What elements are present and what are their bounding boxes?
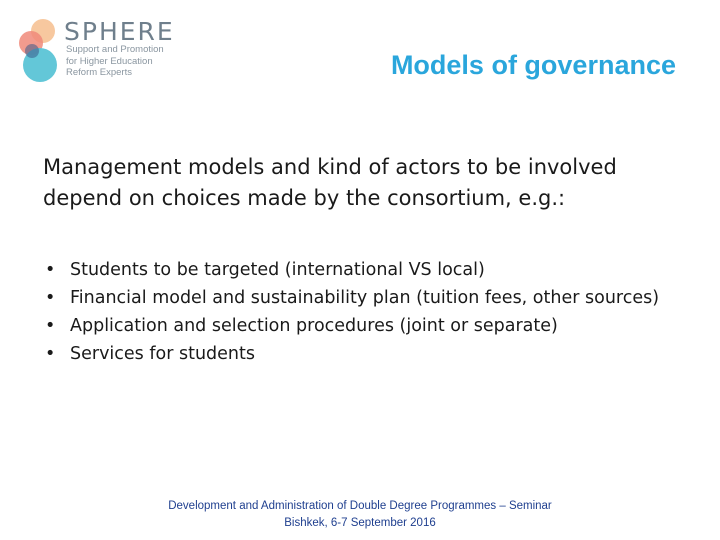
bullet-icon: • xyxy=(45,260,56,280)
sphere-logo xyxy=(18,18,198,84)
sphere-logo-mark-icon xyxy=(18,18,60,84)
bullet-item xyxy=(43,316,683,337)
intro-paragraph: Management models and kind of actors to be involved depend on choices made by the consortium, e.g.: xyxy=(43,155,617,210)
logo-subtitle xyxy=(66,44,164,79)
bullet-icon: • xyxy=(45,344,56,364)
logo-subtitle-line: for Higher Education xyxy=(66,55,153,67)
bullet-text: Financial model and sustainability plan (tuition fees, other sources) xyxy=(70,288,660,308)
logo-subtitle-line: Support and Promotion xyxy=(66,44,164,55)
bullet-text: Students to be targeted (international VS local) xyxy=(70,260,485,280)
bullet-item xyxy=(43,344,683,365)
slide-title: Models of governance xyxy=(390,50,676,80)
slide-footer xyxy=(0,498,720,532)
logo-subtitle-line: Reform Experts xyxy=(66,67,132,78)
bullet-text: Services for students xyxy=(70,344,255,364)
bullet-list xyxy=(43,260,683,372)
logo-wordmark: SPHERE xyxy=(64,17,175,46)
bullet-text: Application and selection procedures (joint or separate) xyxy=(70,316,558,336)
bullet-item xyxy=(43,288,683,309)
bullet-item xyxy=(43,260,683,281)
bullet-icon: • xyxy=(45,316,56,336)
bullet-icon: • xyxy=(45,288,56,308)
footer-event-line: Development and Administration of Double Degree Programmes – Seminar xyxy=(168,500,552,512)
footer-place-date-line: Bishkek, 6-7 September 2016 xyxy=(284,517,436,529)
